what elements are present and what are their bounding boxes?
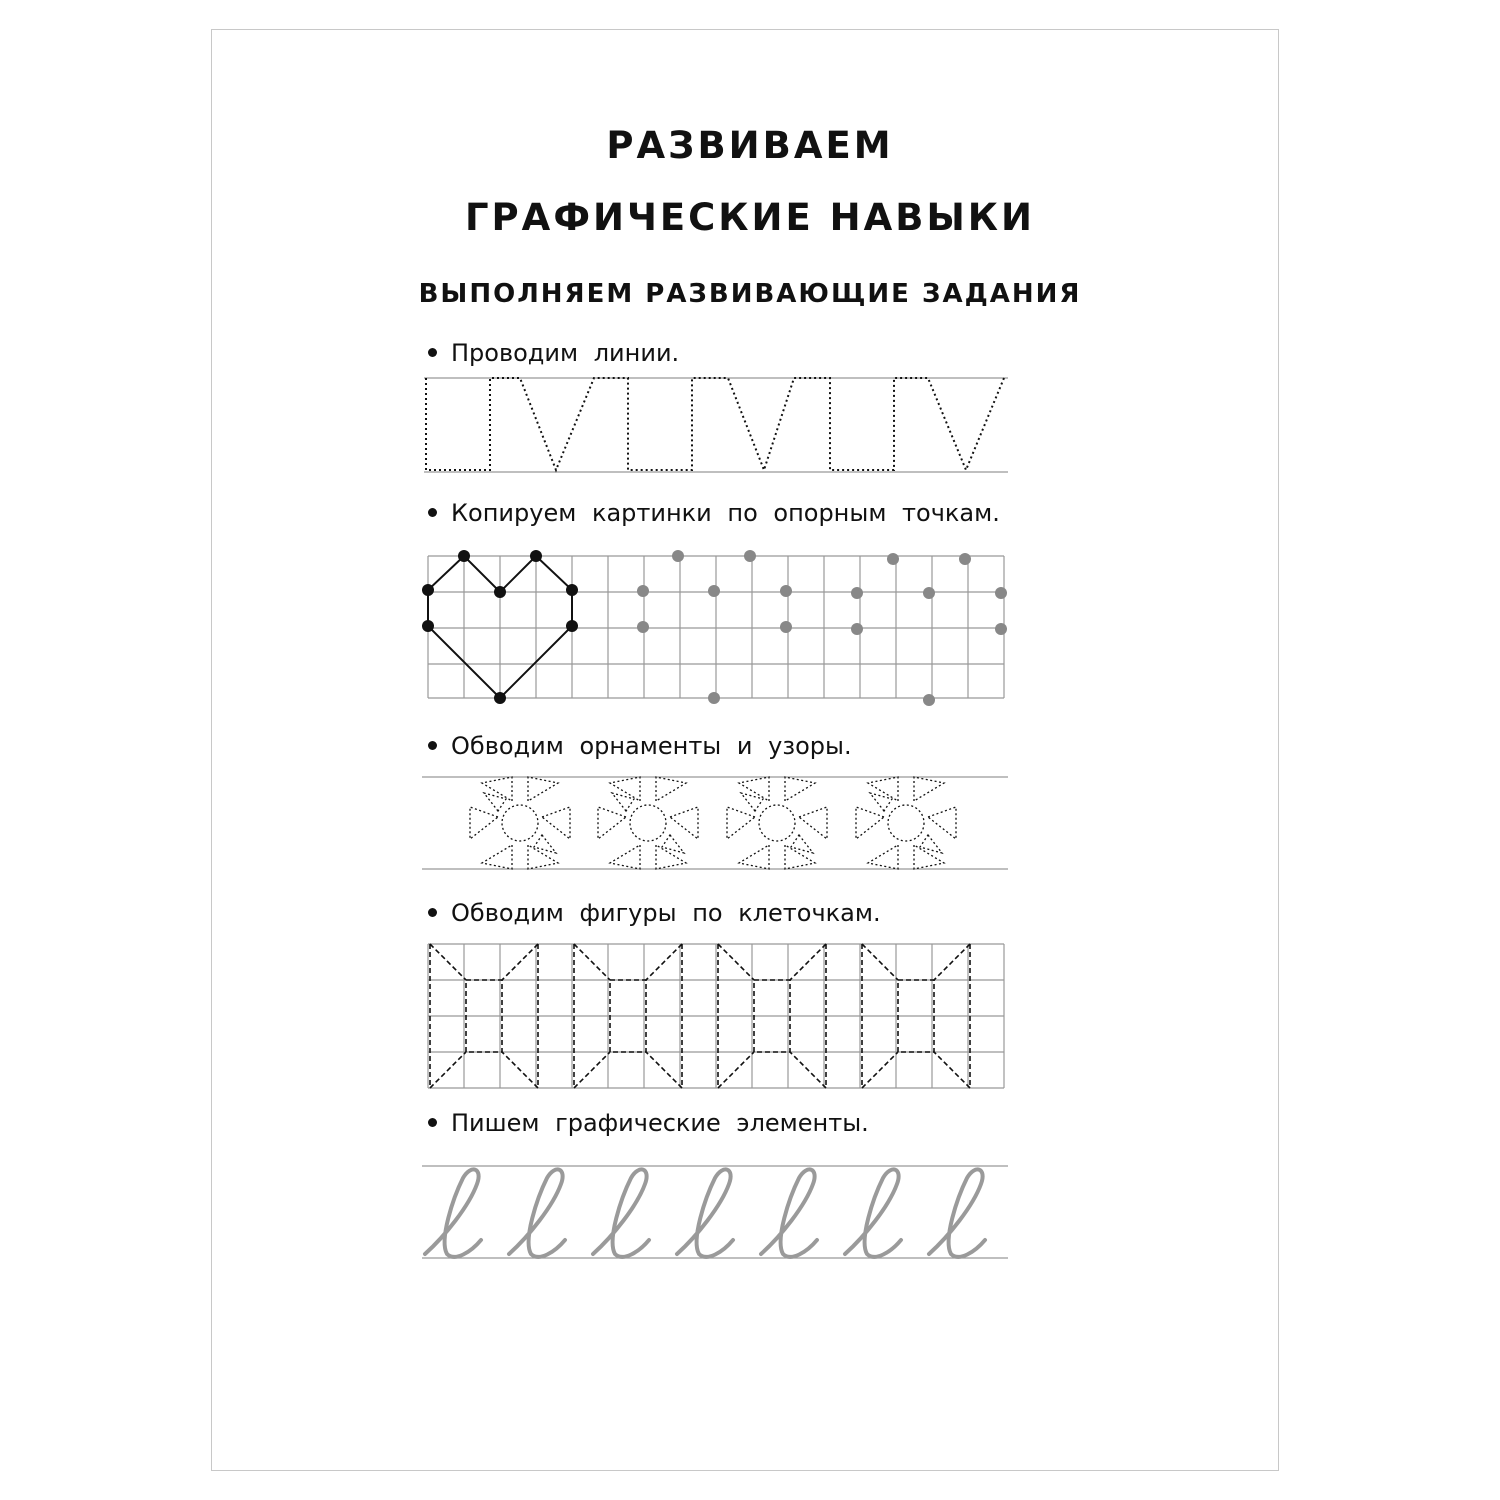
title-line-2: ГРАФИЧЕСКИЕ НАВЫКИ [464, 196, 1036, 239]
bow-edge [790, 944, 826, 980]
cursive-loop-glyph [509, 1169, 565, 1256]
dotted-trace-path [426, 378, 1004, 470]
ornament-petal [542, 807, 570, 839]
ornament-petal [534, 835, 556, 853]
ornament-center [759, 805, 795, 841]
ornament-petal [914, 777, 944, 801]
ornament-petal [868, 777, 898, 801]
heart-dot [566, 620, 578, 632]
ornament-petal [612, 793, 634, 811]
reference-dot [923, 694, 935, 706]
ornament-petal [739, 845, 769, 869]
ornament-petal [610, 845, 640, 869]
ornament-petal [656, 777, 686, 801]
title-line-1: РАЗВИВАЕМ [606, 124, 894, 167]
bow-edge [862, 944, 898, 980]
ornament-petal [739, 777, 769, 801]
ornament-flower [727, 777, 827, 869]
heart-dot [422, 584, 434, 596]
bow-edge [430, 1052, 466, 1088]
ornament-petal [484, 793, 506, 811]
ornament-petal [928, 807, 956, 839]
subtitle: ВЫПОЛНЯЕМ РАЗВИВАЮЩИЕ ЗАДАНИЯ [418, 279, 1082, 309]
task-5-label: Пишем графические элементы. [428, 1109, 869, 1137]
task-2-label: Копируем картинки по опорным точкам. [428, 499, 1000, 527]
reference-dot [995, 587, 1007, 599]
ornament-petal [914, 845, 944, 869]
heart-dot [458, 550, 470, 562]
ornament-petal [528, 777, 558, 801]
exercise-dot-grid [422, 550, 1007, 706]
ornament-petal [470, 807, 498, 839]
bow-edge [718, 944, 754, 980]
reference-dot [744, 550, 756, 562]
ornament-center [502, 805, 538, 841]
reference-dot [959, 553, 971, 565]
cursive-loop-glyph [425, 1169, 481, 1256]
reference-dot [923, 587, 935, 599]
task-3-label: Обводим орнаменты и узоры. [428, 732, 852, 760]
ornament-center [630, 805, 666, 841]
heart-dot [494, 692, 506, 704]
ornament-petal [920, 835, 942, 853]
heart-dot [422, 620, 434, 632]
task-4-label: Обводим фигуры по клеточкам. [428, 899, 881, 927]
exercise-cell-figures [428, 944, 1004, 1088]
ornament-petal [785, 777, 815, 801]
reference-dot [637, 585, 649, 597]
reference-dot [851, 623, 863, 635]
heart-dot [530, 550, 542, 562]
grid-lines [428, 944, 1004, 1088]
ornament-flower [470, 777, 570, 869]
bow-edge [646, 944, 682, 980]
ornament-petal [610, 777, 640, 801]
reference-dot [995, 623, 1007, 635]
ornament-petal [482, 845, 512, 869]
reference-dot [887, 553, 899, 565]
bow-edge [862, 1052, 898, 1088]
bow-edge [934, 944, 970, 980]
cursive-loop-glyph [761, 1169, 817, 1256]
bow-edge [574, 944, 610, 980]
ornament-petal [856, 807, 884, 839]
ornament-petal [528, 845, 558, 869]
bow-edge [934, 1052, 970, 1088]
ornament-petal [741, 793, 763, 811]
task-1-label: Проводим линии. [428, 339, 679, 367]
bow-edge [574, 1052, 610, 1088]
reference-dot [637, 621, 649, 633]
ornament-petal [868, 845, 898, 869]
ornament-petal [670, 807, 698, 839]
ornament-petal [662, 835, 684, 853]
exercise-lines [424, 378, 1008, 472]
cursive-loop-glyph [845, 1169, 901, 1256]
bow-edge [502, 1052, 538, 1088]
reference-dot [708, 585, 720, 597]
ornament-petal [727, 807, 755, 839]
heart-dot [566, 584, 578, 596]
ornament-petal [799, 807, 827, 839]
heart-dot [494, 586, 506, 598]
reference-dot [851, 587, 863, 599]
cursive-loop-glyph [677, 1169, 733, 1256]
cursive-loop-glyph [929, 1169, 985, 1256]
reference-dot [780, 621, 792, 633]
ornament-center [888, 805, 924, 841]
reference-dot [780, 585, 792, 597]
ornament-petal [870, 793, 892, 811]
ornament-petal [598, 807, 626, 839]
ornament-petal [785, 845, 815, 869]
bow-edge [430, 944, 466, 980]
ornament-petal [791, 835, 813, 853]
ornament-petal [482, 777, 512, 801]
ornament-flower [856, 777, 956, 869]
bow-edge [502, 944, 538, 980]
cursive-loop-glyph [593, 1169, 649, 1256]
bow-edge [718, 1052, 754, 1088]
reference-dot [672, 550, 684, 562]
reference-dot [708, 692, 720, 704]
ornament-petal [656, 845, 686, 869]
bow-edge [790, 1052, 826, 1088]
ornament-flower [598, 777, 698, 869]
exercise-ornaments [422, 777, 1008, 869]
exercise-cursive [422, 1166, 1008, 1258]
bow-edge [646, 1052, 682, 1088]
